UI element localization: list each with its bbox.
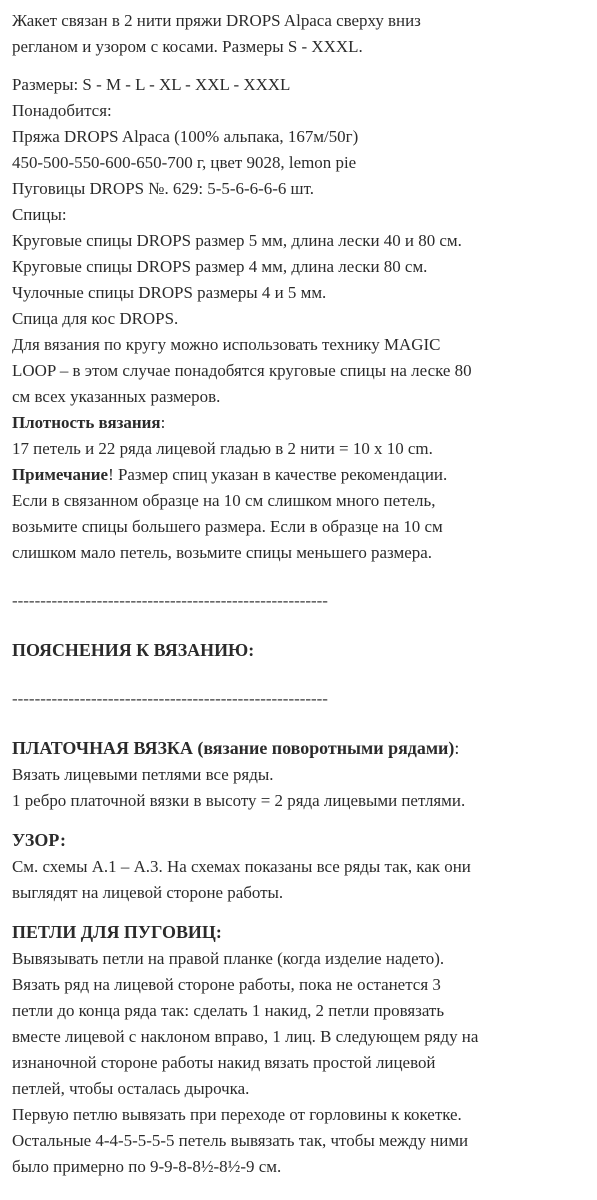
text-line: Спица для кос DROPS. xyxy=(12,309,179,328)
note-first-rest: ! Размер спиц указан в качестве рекомендации. xyxy=(108,465,448,484)
text-line: см всех указанных размеров. xyxy=(12,387,221,406)
text-line: Для вязания по кругу можно использовать технику MAGIC xyxy=(12,335,441,354)
text-line: Спицы: xyxy=(12,205,67,224)
text-line: Круговые спицы DROPS размер 4 мм, длина лески 80 см. xyxy=(12,257,428,276)
gauge-heading xyxy=(12,410,590,436)
garter-heading-text: ПЛАТОЧНАЯ ВЯЗКА (вязание поворотными рядами) xyxy=(12,738,455,758)
note-section xyxy=(12,462,592,566)
buttonholes-heading: ПЕТЛИ ДЛЯ ПУГОВИЦ: xyxy=(12,922,222,942)
garter-colon: : xyxy=(454,738,460,758)
text-line: Чулочные спицы DROPS размеры 4 и 5 мм. xyxy=(12,283,327,302)
gauge-label: Плотность вязания xyxy=(12,413,161,432)
text-line: петлей, чтобы осталась дырочка. xyxy=(12,1079,250,1098)
text-line: Пуговицы DROPS №. 629: 5-5-6-6-6-6 шт. xyxy=(12,179,314,198)
text-line: 450-500-550-600-650-700 г, цвет 9028, lemon pie xyxy=(12,153,357,172)
text-line: петли до конца ряда так: сделать 1 накид, 2 петли провязать xyxy=(12,1001,445,1020)
garter-heading xyxy=(12,734,590,762)
text-line: Понадобится: xyxy=(12,101,112,120)
text-line: Остальные 4-4-5-5-5-5 петель вывязать так, чтобы между ними xyxy=(12,1131,469,1150)
text-line: регланом и узором с косами. Размеры S - XXXL. xyxy=(12,37,363,56)
pattern-document xyxy=(12,8,592,1180)
text-line: вместе лицевой с наклоном вправо, 1 лиц. В следующем ряду на xyxy=(12,1027,479,1046)
garter-section xyxy=(12,734,592,814)
pattern-heading: УЗОР: xyxy=(12,830,66,850)
divider: -------------------------------------------------------- xyxy=(12,689,328,708)
text-line: 1 ребро платочной вязки в высоту = 2 ряда лицевыми петлями. xyxy=(12,791,466,810)
divider: -------------------------------------------------------- xyxy=(12,591,328,610)
note-first-line xyxy=(12,462,590,488)
gauge-text: 17 петель и 22 ряда лицевой гладью в 2 нити = 10 x 10 cm. xyxy=(12,439,433,458)
text-line: было примерно по 9-9-8-8½-8½-9 см. xyxy=(12,1157,282,1176)
intro-paragraph xyxy=(12,8,592,60)
text-line: изнаночной стороне работы накид вязать простой лицевой xyxy=(12,1053,436,1072)
text-line: Вязать лицевыми петлями все ряды. xyxy=(12,765,274,784)
text-line: Первую петлю вывязать при переходе от горловины к кокетке. xyxy=(12,1105,462,1124)
text-line: Круговые спицы DROPS размер 5 мм, длина лески 40 и 80 см. xyxy=(12,231,462,250)
text-line: Если в связанном образце на 10 см слишком много петель, xyxy=(12,491,436,510)
buttonholes-section xyxy=(12,918,592,1180)
text-line: LOOP – в этом случае понадобятся круговые спицы на леске 80 xyxy=(12,361,472,380)
text-line: См. схемы А.1 – А.3. На схемах показаны все ряды так, как они xyxy=(12,857,471,876)
sizes-line: Размеры: S - M - L - XL - XXL - XXXL xyxy=(12,75,291,94)
text-line: возьмите спицы большего размера. Если в образце на 10 см xyxy=(12,517,443,536)
explanations-heading: ПОЯСНЕНИЯ К ВЯЗАНИЮ: xyxy=(12,640,255,660)
materials-section xyxy=(12,72,592,410)
text-line: Пряжа DROPS Alpaca (100% альпака, 167м/50г) xyxy=(12,127,359,146)
text-line: Жакет связан в 2 нити пряжи DROPS Alpaca сверху вниз xyxy=(12,11,421,30)
text-line: Вывязывать петли на правой планке (когда изделие надето). xyxy=(12,949,445,968)
pattern-section xyxy=(12,826,592,906)
gauge-colon: : xyxy=(160,413,166,432)
text-line: выглядят на лицевой стороне работы. xyxy=(12,883,284,902)
note-label: Примечание xyxy=(12,465,109,484)
gauge-section xyxy=(12,410,592,462)
text-line: слишком мало петель, возьмите спицы меньшего размера. xyxy=(12,543,432,562)
text-line: Вязать ряд на лицевой стороне работы, пока не останется 3 xyxy=(12,975,441,994)
